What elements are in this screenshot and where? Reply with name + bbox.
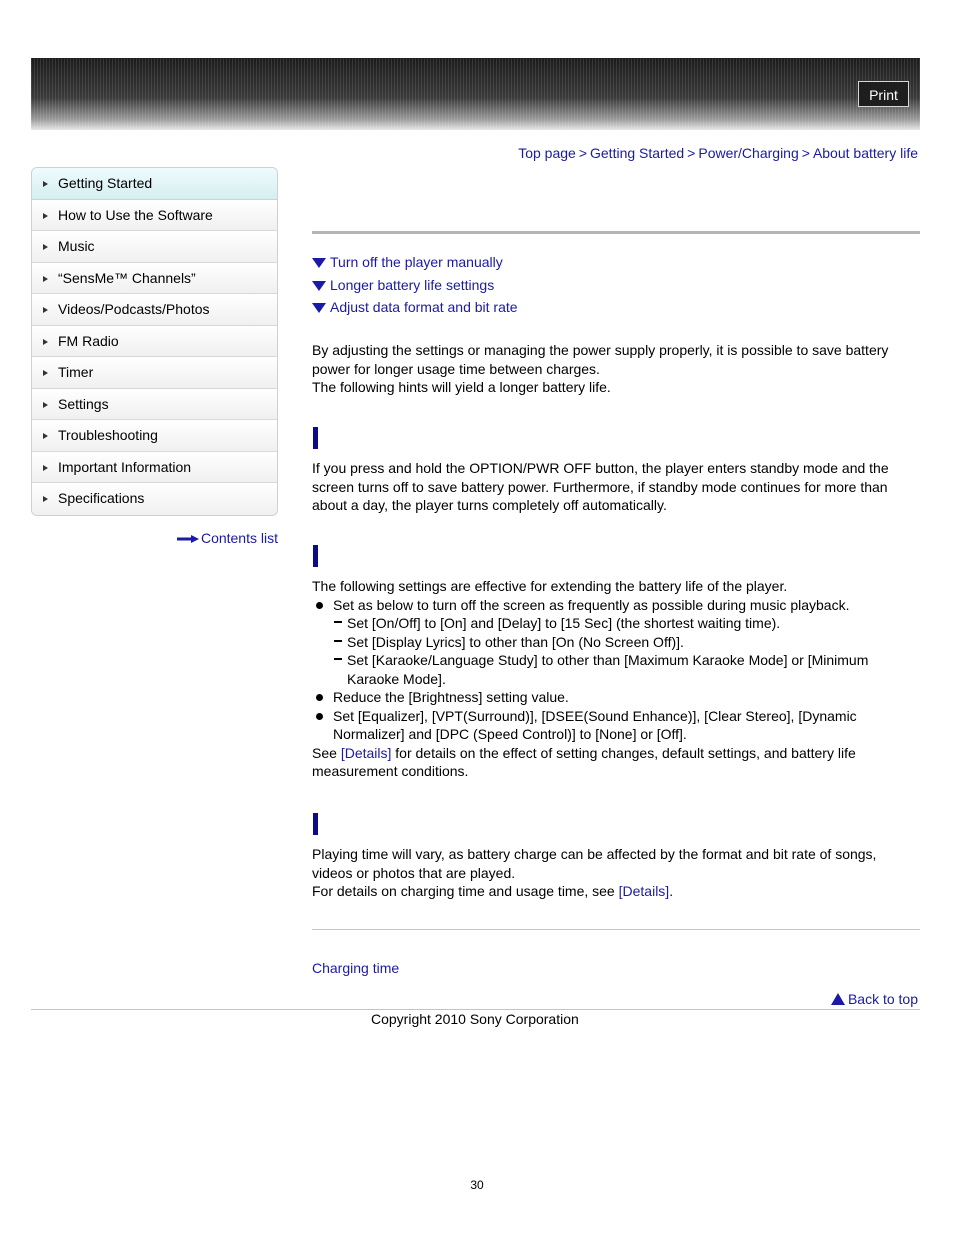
- section-lead-text: The following settings are effective for extending the battery life of the player.: [312, 578, 788, 594]
- sidebar-item-important-information[interactable]: [32, 452, 277, 484]
- sidebar-item-label: “SensMe™ Channels”: [58, 269, 196, 286]
- breadcrumb-separator: >: [801, 145, 810, 161]
- arrow-right-icon: [43, 181, 48, 187]
- text-fragment: .: [669, 883, 674, 899]
- section-body-text: [312, 882, 902, 901]
- settings-list: [312, 596, 902, 744]
- section-data-format-body: [312, 845, 902, 901]
- sidebar-item-videos-podcasts-photos[interactable]: [32, 294, 277, 326]
- details-link[interactable]: [Details]: [340, 744, 392, 761]
- breadcrumb-getting-started[interactable]: Getting Started: [590, 145, 685, 161]
- related-link-charging-time[interactable]: Charging time: [312, 960, 400, 976]
- copyright-text: Copyright 2010 Sony Corporation: [371, 1011, 579, 1027]
- section-marker: [313, 813, 318, 835]
- toc-link-label: Adjust data format and bit rate: [330, 299, 518, 315]
- see-details-text: [312, 744, 902, 781]
- triangle-down-icon: [312, 303, 326, 313]
- sidebar-item-label: Getting Started: [58, 175, 153, 191]
- back-to-top-label: Back to top: [847, 991, 918, 1007]
- arrow-right-icon: [43, 402, 48, 408]
- intro-line-2: The following hints will yield a longer battery life.: [312, 379, 611, 395]
- contents-list-label: Contents list: [200, 530, 278, 546]
- sub-list: [333, 614, 902, 688]
- triangle-down-icon: [312, 281, 326, 291]
- sidebar-nav: [31, 167, 278, 516]
- triangle-up-icon: [831, 993, 845, 1005]
- list-item: [312, 596, 902, 689]
- intro-line-1: By adjusting the settings or managing the power supply properly, it is possible to save battery power for longer usage time between charges.: [312, 342, 889, 377]
- sidebar-item-fm-radio[interactable]: [32, 326, 277, 358]
- sidebar-item-how-to-use-software[interactable]: [32, 200, 277, 232]
- list-item: Reduce the [Brightness] setting value.: [312, 688, 902, 707]
- sidebar-item-label: Specifications: [58, 490, 145, 506]
- breadcrumb-top-page[interactable]: Top page: [518, 145, 576, 161]
- title-divider: [312, 231, 920, 234]
- contents-list-link[interactable]: [177, 530, 278, 546]
- toc-link-label: Turn off the player manually: [330, 254, 503, 270]
- details-link[interactable]: [Details]: [618, 883, 670, 899]
- list-item-text: Set as below to turn off the screen as frequently as possible during music playback.: [333, 596, 850, 613]
- toc-link-data-format-bit-rate[interactable]: [312, 299, 518, 322]
- arrow-right-icon: [43, 276, 48, 282]
- text-fragment: See: [312, 744, 341, 761]
- sidebar-item-label: How to Use the Software: [58, 206, 213, 223]
- arrow-right-icon: [43, 433, 48, 439]
- toc-link-longer-battery-settings[interactable]: [312, 277, 518, 300]
- breadcrumb-about-battery-life[interactable]: About battery life: [812, 145, 918, 161]
- arrow-right-icon: [43, 244, 48, 250]
- sidebar-item-specifications[interactable]: [32, 483, 277, 515]
- toc-link-turn-off-manually[interactable]: [312, 254, 518, 277]
- text-fragment: For details on charging time and usage time, see: [312, 883, 619, 899]
- sidebar-item-getting-started[interactable]: [32, 168, 277, 200]
- section-marker: [313, 427, 318, 449]
- header-banner: [31, 58, 920, 130]
- intro-text: [312, 341, 902, 397]
- arrow-right-icon: [43, 213, 48, 219]
- sidebar-item-label: Music: [58, 238, 95, 254]
- sidebar-item-label: Settings: [58, 395, 109, 412]
- sidebar-item-label: FM Radio: [58, 332, 119, 349]
- section-turn-off-body: [312, 459, 902, 515]
- breadcrumb-power-charging[interactable]: Power/Charging: [698, 145, 799, 161]
- section-body-text: Playing time will vary, as battery charge can be affected by the format and bit rate of songs, videos or photos that are played.: [312, 846, 877, 881]
- sidebar-item-music[interactable]: [32, 231, 277, 263]
- page-number: 30: [470, 1178, 484, 1192]
- list-item: Set [On/Off] to [On] and [Delay] to [15 Sec] (the shortest waiting time).: [333, 614, 902, 633]
- sidebar-item-settings[interactable]: [32, 389, 277, 421]
- section-toc: [312, 254, 518, 322]
- related-topics: [312, 960, 399, 976]
- section-battery-settings-body: [312, 577, 902, 781]
- breadcrumb-separator: >: [578, 145, 587, 161]
- section-marker: [313, 545, 318, 567]
- sidebar-item-sensme-channels[interactable]: [32, 263, 277, 295]
- list-item: Set [Equalizer], [VPT(Surround)], [DSEE(Sound Enhance)], [Clear Stereo], [Dynamic Normalizer] and [DPC (Speed Control)] to [None] or [Off].: [312, 707, 902, 744]
- arrow-right-icon: [43, 370, 48, 376]
- related-divider: [312, 929, 920, 930]
- breadcrumb: [518, 145, 918, 161]
- arrow-right-icon: [43, 496, 48, 502]
- triangle-down-icon: [312, 258, 326, 268]
- text-fragment: for details on the effect of setting changes, default settings, and battery life measurement conditions.: [312, 744, 856, 779]
- list-item: Set [Display Lyrics] to other than [On (No Screen Off)].: [333, 633, 902, 652]
- footer-divider: [31, 1009, 920, 1010]
- sidebar-item-timer[interactable]: [32, 357, 277, 389]
- toc-link-label: Longer battery life settings: [330, 276, 495, 293]
- arrow-right-icon: [43, 307, 48, 313]
- print-button[interactable]: Print: [858, 81, 909, 107]
- arrow-right-icon: [43, 339, 48, 345]
- sidebar-item-label: Videos/Podcasts/Photos: [58, 301, 210, 317]
- list-item: Set [Karaoke/Language Study] to other than [Maximum Karaoke Mode] or [Minimum Karaoke Mode].: [333, 651, 902, 688]
- sidebar-item-label: Troubleshooting: [58, 427, 158, 443]
- arrow-right-icon: [43, 465, 48, 471]
- sidebar-item-label: Timer: [58, 364, 94, 380]
- breadcrumb-separator: >: [687, 145, 696, 161]
- sidebar-item-label: Important Information: [58, 458, 192, 475]
- sidebar: [31, 167, 278, 546]
- sidebar-item-troubleshooting[interactable]: [32, 420, 277, 452]
- section-body-text: If you press and hold the OPTION/PWR OFF button, the player enters standby mode and the screen turns off to save battery power. Furthermore, if standby mode continues for more than about a day, the player turns completely off automatically.: [312, 460, 889, 513]
- back-to-top-link[interactable]: [831, 991, 918, 1007]
- arrow-right-icon: [177, 535, 199, 543]
